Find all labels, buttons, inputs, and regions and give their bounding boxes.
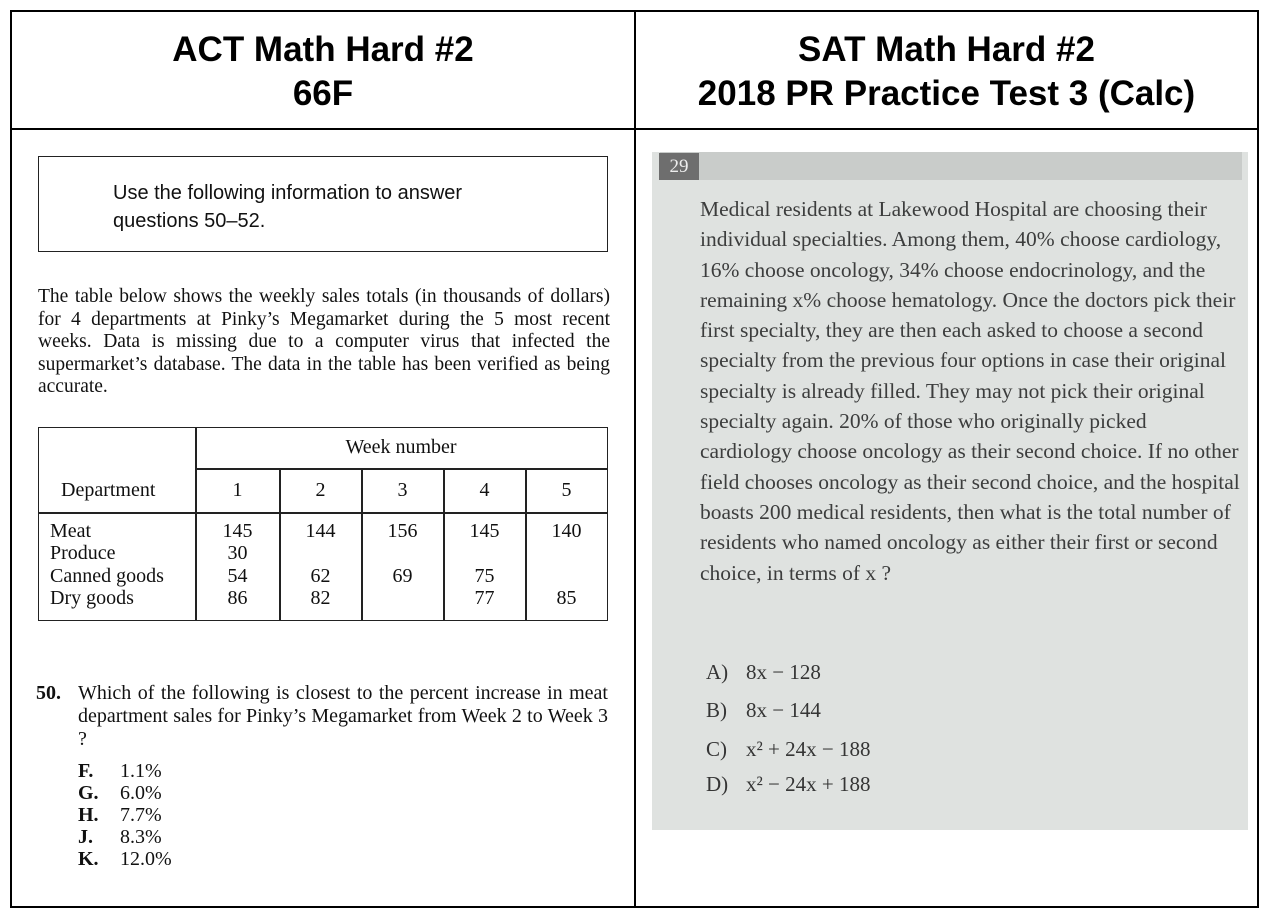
act-info-box [38,156,608,252]
week-header: 5 [561,479,572,501]
table-cell: 30 [227,542,248,564]
option-label: J. [78,826,93,848]
table-cell: 145 [222,520,253,542]
choice-text: 8x − 128 [746,660,821,684]
table-line [195,468,607,470]
act-info-line-2: questions 50–52. [113,210,266,232]
answer-option [78,804,162,827]
table-cell: 77 [474,587,495,609]
table-cell: 69 [392,565,413,587]
answer-option [78,826,162,849]
option-label: K. [78,848,99,870]
act-header [12,28,634,116]
table-cell: 54 [227,565,248,587]
option-label: G. [78,782,99,804]
choice-label: D) [706,772,729,796]
option-label: F. [78,760,94,782]
table-cell: 86 [227,587,248,609]
act-info-text [113,179,462,235]
option-text: 12.0% [120,848,172,870]
week-header: 1 [232,479,243,501]
week-header: 2 [315,479,326,501]
answer-option [78,782,162,805]
act-sales-table [38,427,608,621]
choice-label: A) [706,660,729,684]
sat-answer-choice [706,660,821,685]
sat-question-number: 29 [659,153,699,180]
choice-text: x² + 24x − 188 [746,737,871,761]
act-header-subtitle: 66F [292,74,354,113]
option-text: 6.0% [120,782,162,804]
sat-answer-choice [706,772,870,797]
week-number-header: Week number [345,436,457,458]
question-number: 50. [36,682,61,704]
header-divider [10,128,1259,130]
choice-text: 8x − 144 [746,698,821,722]
sat-answer-choice [706,737,870,762]
act-passage: The table below shows the weekly sales totals (in thousands of dollars) for 4 departments at Pinky’s Megamarket during the 5 most recent weeks. Data is missing due to a computer virus that infected the supermarket’s database. The data in the table has been verified as being accurate. [38,286,610,397]
sat-answer-choice [706,698,821,723]
table-cell: 156 [387,520,418,542]
department-label: Produce [50,542,116,564]
answer-option [78,848,172,871]
option-text: 8.3% [120,826,162,848]
sat-header-subtitle: 2018 PR Practice Test 3 (Calc) [697,74,1196,113]
sat-header [636,28,1257,116]
choice-label: C) [706,737,727,761]
option-text: 1.1% [120,760,162,782]
department-header: Department [61,479,156,501]
sat-question-bar [660,152,1242,180]
choice-label: B) [706,698,727,722]
table-cell: 140 [551,520,582,542]
question-stem: Which of the following is closest to the percent increase in meat department sales for Pinky’s Megamarket from Week 2 to Week 3 ? [78,682,608,750]
department-label: Dry goods [50,587,134,609]
act-header-title: ACT Math Hard #2 [172,30,474,69]
option-text: 7.7% [120,804,162,826]
act-info-line-1: Use the following information to answer [113,182,463,204]
table-cell: 145 [469,520,500,542]
table-cell: 85 [556,587,577,609]
week-header: 4 [479,479,490,501]
choice-text: x² − 24x + 188 [746,772,871,796]
answer-option [78,760,162,783]
department-label: Meat [50,520,92,542]
week-header: 3 [397,479,408,501]
table-line [39,512,607,514]
table-cell: 144 [305,520,336,542]
table-cell: 75 [474,565,495,587]
sat-scanned-page [652,152,1248,830]
sat-header-title: SAT Math Hard #2 [798,30,1095,69]
table-cell: 82 [310,587,331,609]
column-divider [634,10,636,908]
option-label: H. [78,804,99,826]
department-label: Canned goods [50,565,164,587]
sat-question-body: Medical residents at Lakewood Hospital are choosing their individual specialties. Among them, 40% choose cardiology, 16% choose oncology, 34% choose endocrinology, and the remaining x% choose hematology. Once the doctors pick their first specialty, they are then each asked to choose a second specialty from the previous four options in case their original specialty is already filled. They may not pick their original specialty again. 20% of those who originally picked cardiology choose oncology as their second choice. If no other field chooses oncology as their second choice, and the hospital boasts 200 medical residents, then what is the total number of residents who named oncology as either their first or second choice, in terms of x ? [700,197,1240,585]
table-cell: 62 [310,565,331,587]
